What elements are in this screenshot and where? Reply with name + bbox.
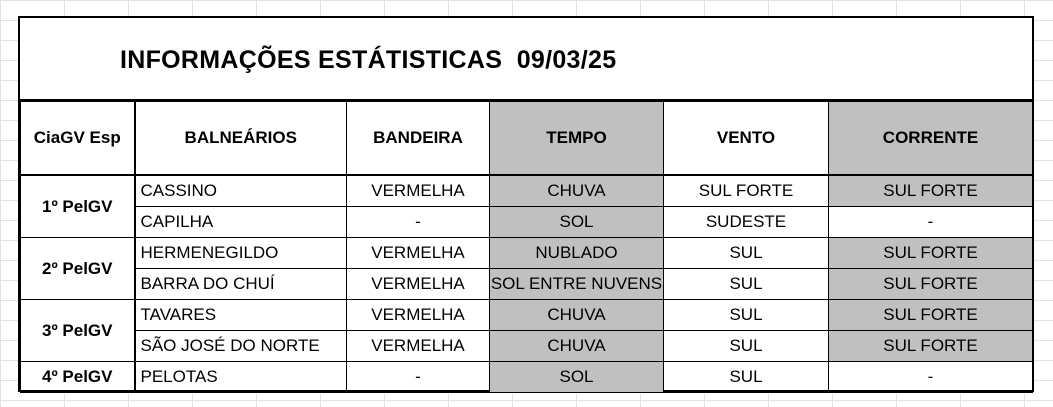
bandeira-cell: VERMELHA (347, 331, 490, 362)
corrente-cell: SUL FORTE (829, 331, 1033, 362)
tempo-cell: SOL (490, 362, 664, 393)
balneario-cell: TAVARES (135, 300, 347, 331)
tempo-cell: SOL ENTRE NUVENS (490, 269, 664, 300)
statistics-table (20, 101, 1033, 393)
bandeira-cell: VERMELHA (347, 300, 490, 331)
vento-cell: SUL FORTE (664, 175, 829, 207)
table-row (21, 331, 1033, 362)
tempo-cell: CHUVA (490, 331, 664, 362)
balneario-cell: CASSINO (135, 175, 347, 207)
vento-cell: SUL (664, 331, 829, 362)
header-corrente: CORRENTE (829, 102, 1033, 176)
bandeira-cell: VERMELHA (347, 175, 490, 207)
header-vento: VENTO (664, 102, 829, 176)
table-body (21, 175, 1033, 393)
statistics-sheet (18, 16, 1034, 392)
vento-cell: SUDESTE (664, 207, 829, 238)
page-title: INFORMAÇÕES ESTÁTISTICAS 09/03/25 (120, 46, 617, 74)
table-row (21, 175, 1033, 207)
table-row (21, 300, 1033, 331)
title-row (20, 18, 1032, 101)
header-ciagv: CiaGV Esp (21, 102, 135, 176)
bandeira-cell: VERMELHA (347, 269, 490, 300)
bandeira-cell: VERMELHA (347, 238, 490, 269)
pelotao-cell: 3º PelGV (21, 300, 135, 362)
corrente-cell: - (829, 362, 1033, 393)
table-row (21, 207, 1033, 238)
pelotao-cell: 1º PelGV (21, 175, 135, 238)
corrente-cell: - (829, 207, 1033, 238)
header-row (21, 102, 1033, 176)
vento-cell: SUL (664, 238, 829, 269)
balneario-cell: PELOTAS (135, 362, 347, 393)
vento-cell: SUL (664, 300, 829, 331)
header-tempo: TEMPO (490, 102, 664, 176)
vento-cell: SUL (664, 269, 829, 300)
tempo-cell: CHUVA (490, 300, 664, 331)
balneario-cell: SÃO JOSÉ DO NORTE (135, 331, 347, 362)
corrente-cell: SUL FORTE (829, 238, 1033, 269)
table-row (21, 362, 1033, 393)
pelotao-cell: 4º PelGV (21, 362, 135, 393)
bandeira-cell: - (347, 362, 490, 393)
tempo-cell: NUBLADO (490, 238, 664, 269)
balneario-cell: HERMENEGILDO (135, 238, 347, 269)
pelotao-cell: 2º PelGV (21, 238, 135, 300)
bandeira-cell: - (347, 207, 490, 238)
balneario-cell: CAPILHA (135, 207, 347, 238)
corrente-cell: SUL FORTE (829, 300, 1033, 331)
tempo-cell: CHUVA (490, 175, 664, 207)
header-balnearios: BALNEÁRIOS (135, 102, 347, 176)
tempo-cell: SOL (490, 207, 664, 238)
table-row (21, 269, 1033, 300)
corrente-cell: SUL FORTE (829, 175, 1033, 207)
corrente-cell: SUL FORTE (829, 269, 1033, 300)
balneario-cell: BARRA DO CHUÍ (135, 269, 347, 300)
header-bandeira: BANDEIRA (347, 102, 490, 176)
table-row (21, 238, 1033, 269)
vento-cell: SUL (664, 362, 829, 393)
